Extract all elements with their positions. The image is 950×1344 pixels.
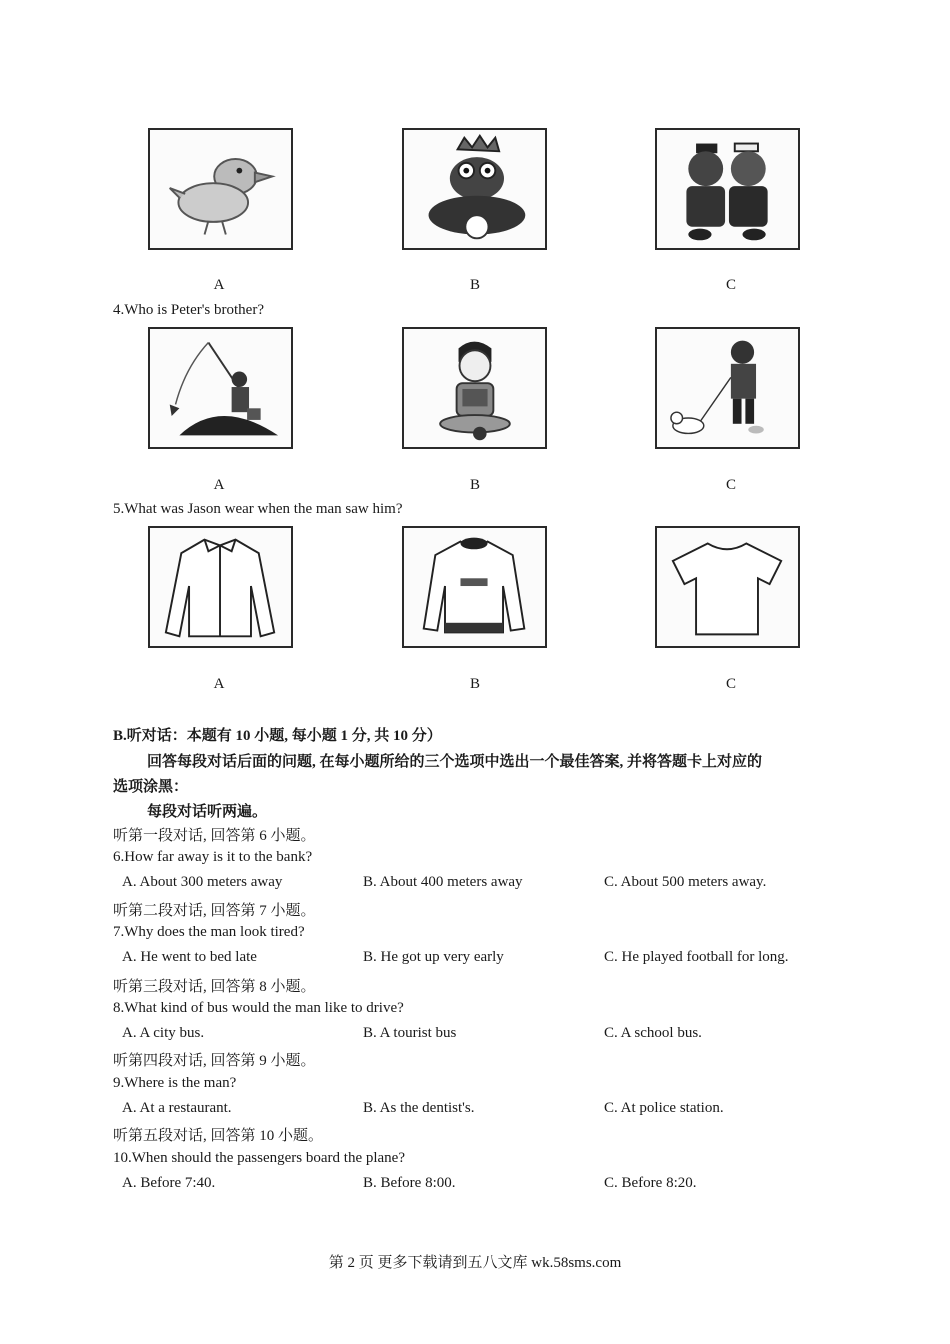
section-b-title: B.听对话：本题有 10 小题, 每小题 1 分, 共 10 分） [113,728,442,744]
option-label-a: A [213,477,225,493]
option-label-b: B [469,676,480,692]
page-footer: 第 2 页 更多下载请到五八文库 wk.58sms.com [328,1255,622,1271]
dialogue-intro-9: 听第四段对话, 回答第 9 小题。 [113,1053,316,1069]
q9-option-a: A. At a restaurant. [122,1100,232,1116]
boy-reading-icon [402,327,547,449]
duck-icon [148,128,293,250]
dialogue-intro-6: 听第一段对话, 回答第 6 小题。 [113,828,316,844]
section-b-instruction: 回答每段对话后面的问题, 在每小题所给的三个选项中选出一个最佳答案, 并将答题卡上对应的 [147,754,763,770]
question-6-text: 6.How far away is it to the bank? [113,849,313,865]
q10-option-c: C. Before 8:20. [604,1175,697,1191]
question-4-text: 4.Who is Peter's brother? [113,302,264,318]
option-label-c: C [725,676,736,692]
q10-option-a: A. Before 7:40. [122,1175,216,1191]
q6-option-b: B. About 400 meters away [363,874,523,890]
section-b-instruction-cont: 选项涂黑： [113,779,189,795]
two-pigs-icon [655,128,800,250]
question-7-text: 7.Why does the man look tired? [113,924,305,940]
q8-option-c: C. A school bus. [604,1025,702,1041]
dialogue-intro-8: 听第三段对话, 回答第 8 小题。 [113,979,316,995]
question-10-text: 10.When should the passengers board the plane? [113,1150,405,1166]
option-label-c: C [725,477,736,493]
sweater-icon [402,526,547,648]
dialogue-intro-10: 听第五段对话, 回答第 10 小题。 [113,1128,324,1144]
q6-option-a: A. About 300 meters away [122,874,283,890]
section-b-note: 每段对话听两遍。 [147,804,268,820]
q9-option-c: C. At police station. [604,1100,724,1116]
question-8-text: 8.What kind of bus would the man like to drive? [113,1000,404,1016]
q7-option-a: A. He went to bed late [122,949,257,965]
option-label-b: B [469,477,480,493]
dialogue-intro-7: 听第二段对话, 回答第 7 小题。 [113,903,316,919]
question-9-text: 9.Where is the man? [113,1075,237,1091]
q7-option-b: B. He got up very early [363,949,504,965]
q7-option-c: C. He played football for long. [604,949,789,965]
option-label-c: C [725,277,736,293]
option-label-a: A [213,676,225,692]
q9-option-b: B. As the dentist's. [363,1100,475,1116]
option-label-a: A [213,277,225,293]
q6-option-c: C. About 500 meters away. [604,874,767,890]
boy-fishing-icon [148,327,293,449]
q8-option-a: A. A city bus. [122,1025,205,1041]
option-label-b: B [469,277,480,293]
t-shirt-icon [655,526,800,648]
question-5-text: 5.What was Jason wear when the man saw him? [113,501,403,517]
jacket-icon [148,526,293,648]
frog-prince-icon [402,128,547,250]
q10-option-b: B. Before 8:00. [363,1175,456,1191]
q8-option-b: B. A tourist bus [363,1025,457,1041]
boy-walking-dog-icon [655,327,800,449]
